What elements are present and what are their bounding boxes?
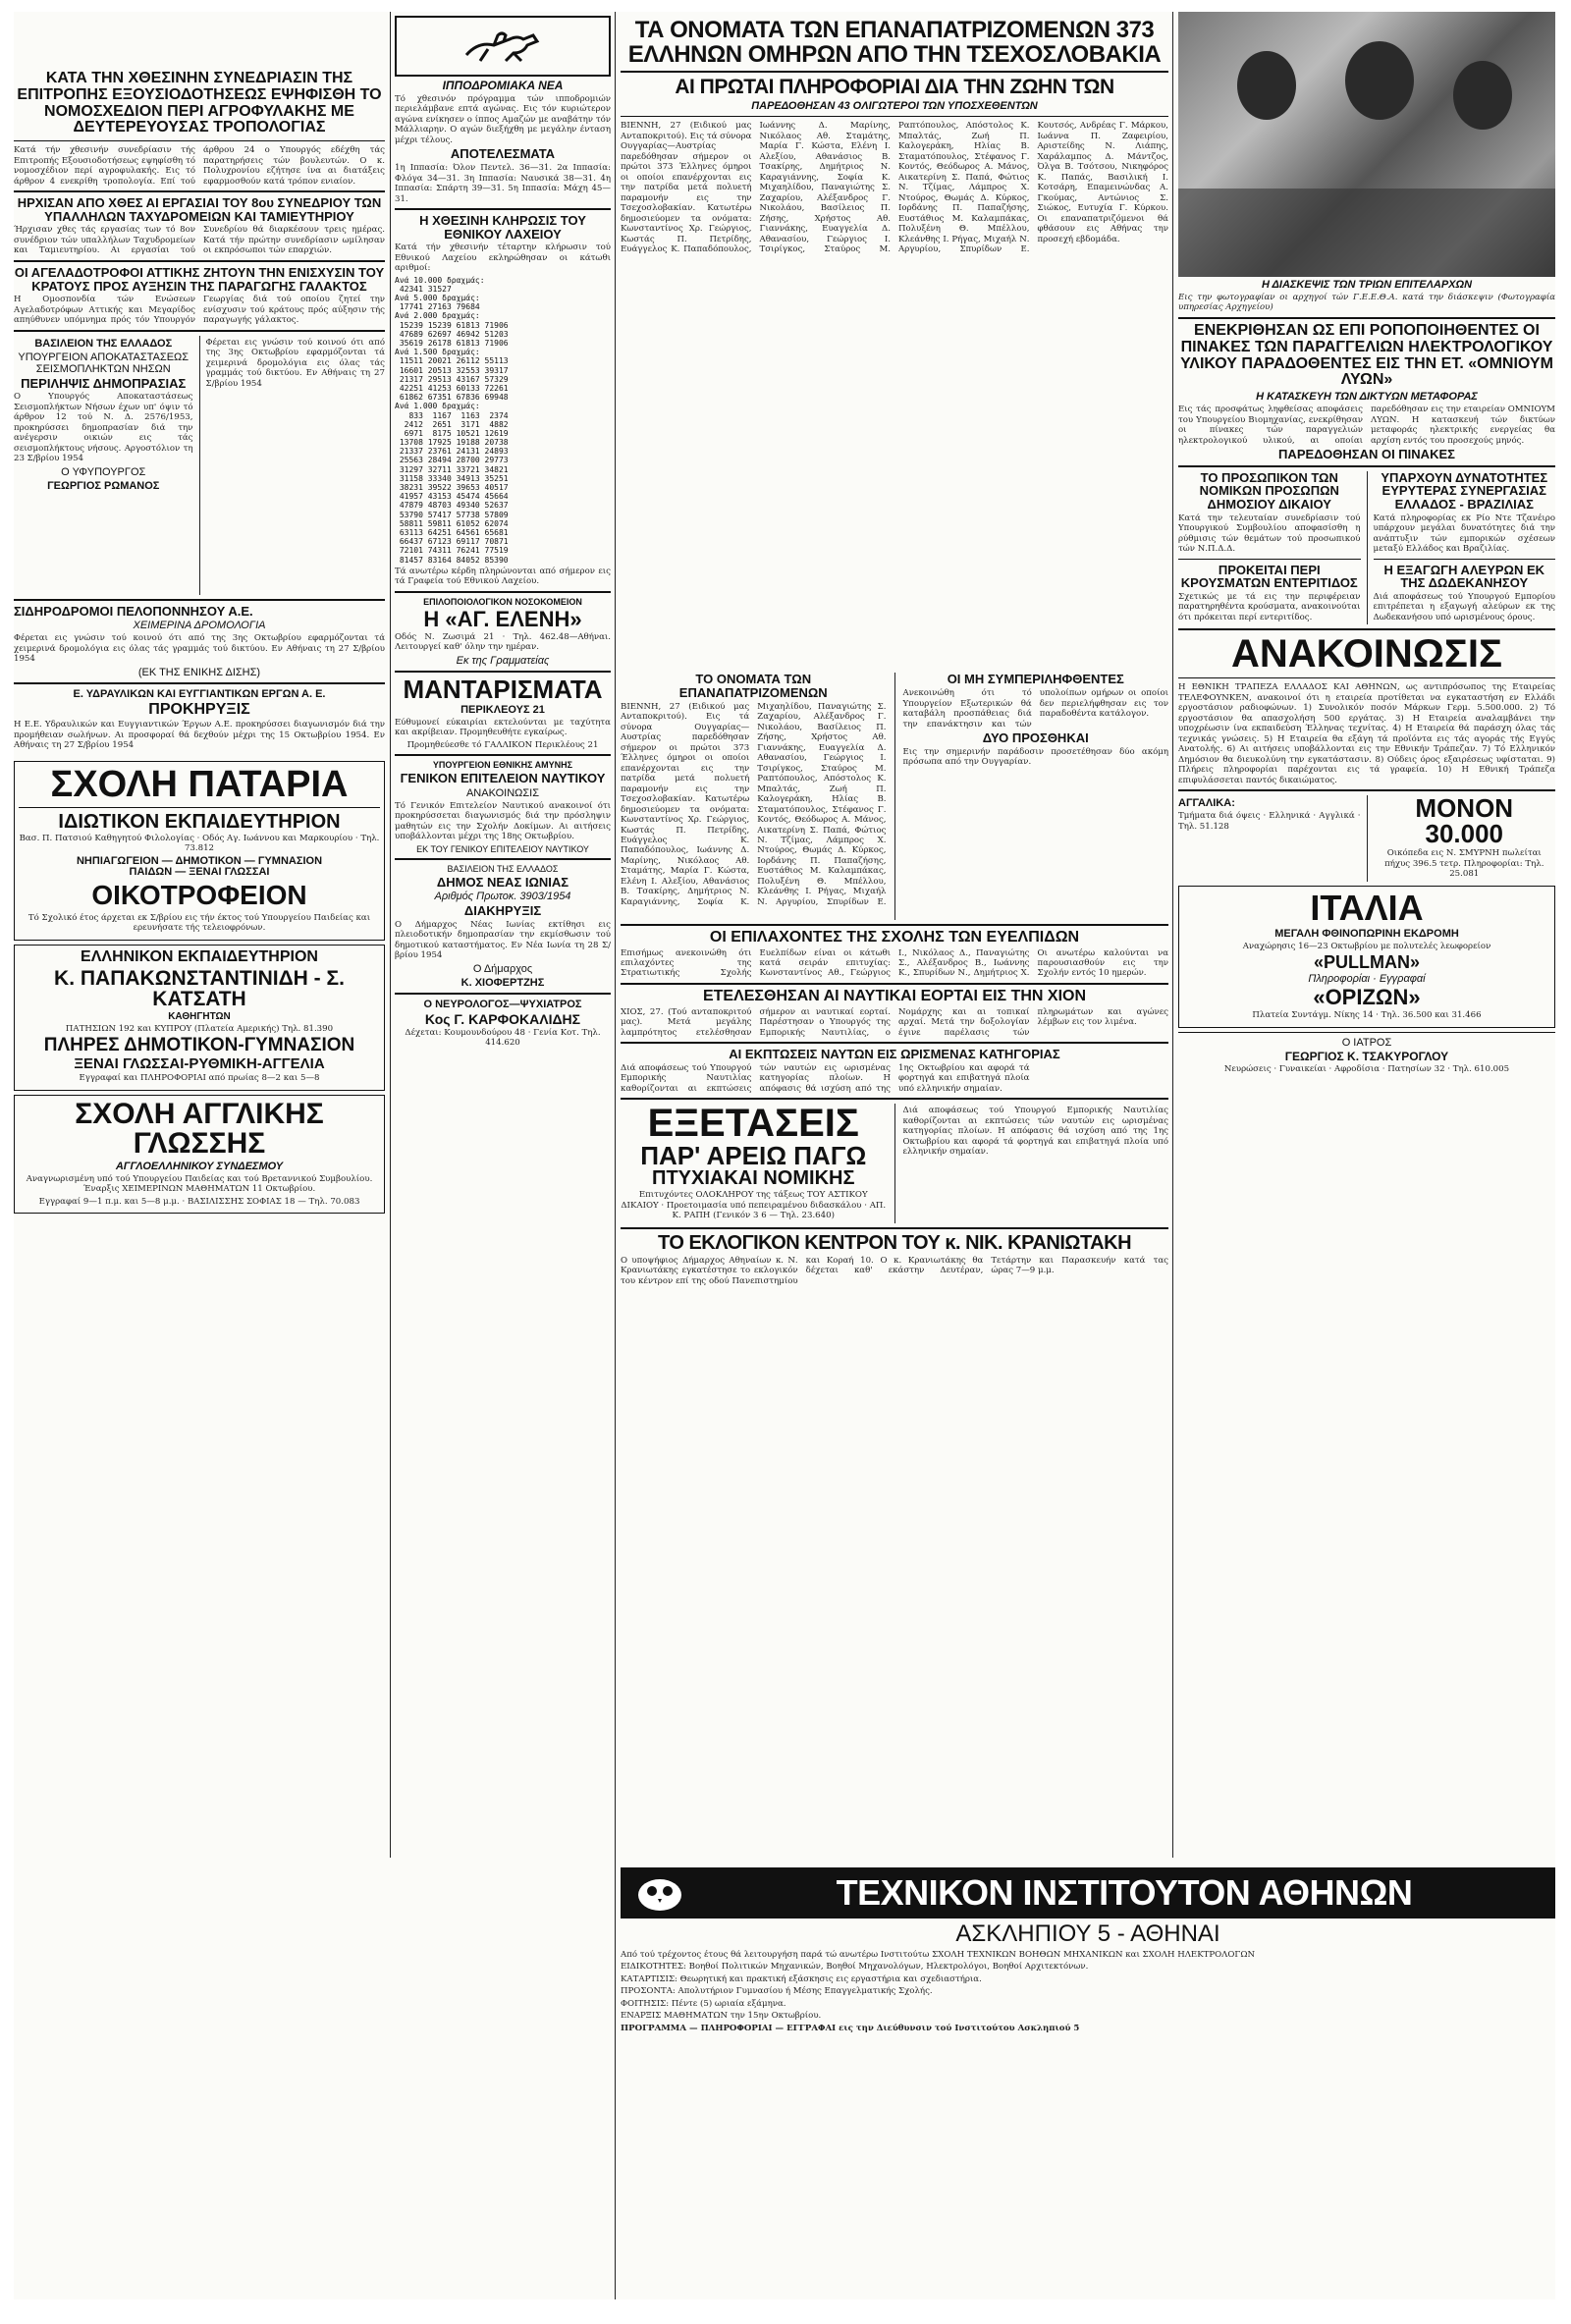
ad-line: ΝΗΠΙΑΓΩΓΕΙΟΝ — ΔΗΜΟΤΙΚΟΝ — ΓΥΜΝΑΣΙΟΝ [76, 854, 323, 867]
ad-foot: Προμηθεύεσθε τό ΓΑΛΛΙΚΟΝ Περικλέους 21 [406, 739, 599, 750]
article-body: Σχετικώς με τά εις την περιφέρειαν παρατηρηθέντα κρούσματα, ανακοινούται ότι πρόκειται περί εντεριτίδος. [1178, 591, 1361, 622]
headline: ΟΙ ΑΓΕΛΑΔΟΤΡΟΦΟΙ ΑΤΤΙΚΗΣ ΖΗΤΟΥΝ ΤΗΝ ΕΝΙΣΧΥΣΙΝ ΤΟΥ ΚΡΑΤΟΥΣ ΠΡΟΣ ΑΥΞΗΣΙΝ ΤΗΣ ΠΑΡΑΓΩΓΗΣ ΓΑΛΑΚΤΟΣ [14, 264, 385, 294]
ad-english-school [14, 1095, 385, 1214]
notice-body: Φέρεται εις γνώσιν τού κοινού ότι από της 3ης Οκτωβρίου εφαρμόζονται τά χειμερινά δρομολόγια εις όλας τάς γραμμάς τού δικτύου. Εν Αθήναις τη 27 Σ/βρίου 1954 [14, 633, 385, 665]
article-omnium [1178, 323, 1555, 461]
ad-body: Αναγνωρισμένη υπό τού Υπουργείου Παιδείας και τού Βρεταννικού Συμβουλίου. Έναρξις ΧΕΙΜΕΡΙΝΩΝ ΜΑΘΗΜΑΤΩΝ 11 Οκτωβρίου. [26, 1173, 373, 1195]
lottery-title: Η ΧΘΕΣΙΝΗ ΚΛΗΡΩΣΙΣ ΤΟΥ ΕΘΝΙΚΟΥ ΛΑΧΕΙΟΥ [419, 213, 586, 242]
notice-sign-name: ΓΕΩΡΓΙΟΣ ΡΩΜΑΝΟΣ [47, 479, 160, 492]
article-body: Ο υποψήφιος Δήμαρχος Αθηναίων κ. Ν. Κρανιωτάκης εγκατέστησε το εκλογικόν του κέντρον επί της οδού Πανεπιστημίου και Κοραή 10. Ο κ. Κρανιωτάκης θα δέχεται καθ' εκάστην Δευτέραν, Τετάρτην και Παρασκευήν κατά τας ώρας 7—9 μ.μ. [621, 1255, 1168, 1286]
announcement-telefunken [1178, 634, 1555, 785]
banner-line: ΚΑΤΑΡΤΙΣΙΣ: Θεωρητική και πρακτική εξάσκησις εις εργαστήρια και σχεδιαστήρια. [621, 1973, 982, 1984]
notice-body: Ο Δήμαρχος Νέας Ιωνίας εκτίθησι εις πλειοδοτικήν δημοπρασίαν την εκμίσθωσιν τού δημοτικού καταστήματος. Εν Νέα Ιωνία τη 28 Σ/βρίου 1954 [395, 919, 611, 961]
banner-technical-institute [621, 1867, 1555, 2035]
ad-title: ΜΟΝΟΝ 30.000 [1415, 793, 1514, 849]
names-list-body: ΒΙΕΝΝΗ, 27 (Ειδικού μας Ανταποκριτού). Εις τά σύνορα Ουγγαρίας—Αυστρίας παρεδόθησαν σήμερον οι πρώτοι 373 Έλληνες όμηροι οι οποίοι επανέρχονται εις την πατρίδα μετά πολυετή παραμονήν εις την Τσεχοσλοβακίαν. Κατωτέρω δημοσιεύομεν τα ονόματα: Κωνσταντίνος Χρ. Γεώργιος, Κωστάς Π. Πετρίδης, Ευάγγελος Κ. Παπαδόπουλος, Ιωάννης Δ. Μαρίνης, Νικόλαος Αθ. Σταμάτης, Μαρία Γ. Κώστα, Ελένη Ι. Αλεξίου, Αθανάσιος Β. Τσακίρης, Δημήτριος Ν. Καραγιάννης, Σοφία Κ. Μιχαηλίδου, Παναγιώτης Σ. Ζαχαρίου, Αλέξανδρος Γ. Νικολάου, Βασίλειος Π. Ζήσης, Χρήστος Αθ. Γιαννάκης, Ευαγγελία Δ. Αθανασίου, Γεώργιος Ι. Τσιρίγκος, Σταύρος Μ. Ραπτόπουλος, Απόστολος Κ. Μπαλτάς, Ζωή Π. Καλογεράκη, Ηλίας Β. Σταματόπουλος, Στέφανος Γ. Κοντός, Θεόδωρος Α. Μάνος, Αικατερίνη Σ. Παπά, Φώτιος Ν. Τζίμας, Λάμπρος Χ. Ντούρος, Θωμάς Δ. Κύρκος, Ιορδάνης Π. Παπαζήσης, Ευστάθιος Μ. Καλαμπάκας, Πολυξένη Θ. Μπέλλου, Κλεάνθης Ι. Ρήγας, Μιχαήλ Ν. Αργυρίου, Σπυρίδων Ε. [621, 701, 887, 907]
ad-name: Κος Γ. ΚΑΡΦΟΚΑΛΙΔΗΣ [424, 1010, 581, 1027]
notice-title: ΠΡΟΚΗΡΥΞΙΣ [148, 700, 250, 718]
notice-sign: ΕΚ ΤΟΥ ΓΕΝΙΚΟΥ ΕΠΙΤΕΛΕΙΟΥ ΝΑΥΤΙΚΟΥ [416, 843, 589, 854]
nea-ionia-notice [395, 864, 611, 989]
notice-sign-name: Κ. ΧΙΟΦΕΡΤΖΗΣ [460, 976, 545, 989]
notice-auction [14, 336, 193, 595]
ad-title: ΑΓΓΑΛΙΚΑ: [1178, 797, 1235, 810]
banner-line: Από τού τρέχοντος έτους θά λειτουργήση παρά τώ ανωτέρω Ινστιτούτω ΣΧΟΛΗ ΤΕΧΝΙΚΩΝ ΒΟΗΘΩΝ ΜΗΧΑΝΙΚΩΝ και ΣΧΟΛΗ ΗΛΕΚΤΡΟΛΟΓΩΝ [621, 1950, 1256, 1960]
photo-table [1178, 189, 1555, 277]
notice-title: ΔΗΜΟΣ ΝΕΑΣ ΙΩΝΙΑΣ [436, 874, 569, 890]
main-article-body: ΒΙΕΝΝΗ, 27 (Ειδικού μας Ανταποκριτού). Εις τά σύνορα Ουγγαρίας—Αυστρίας παρεδόθησαν σήμερον οι πρώτοι 373 Έλληνες όμηροι οι οποίοι επανέρχονται εις την πατρίδα μετά πολυετή παραμονήν εις την Τσεχοσλοβακίαν. Κατωτέρω δημοσιεύομεν τα ονόματα: Κωνσταντίνος Χρ. Γεώργιος, Κωστάς Π. Πετρίδης, Ευάγγελος Κ. Παπαδόπουλος, Ιωάννης Δ. Μαρίνης, Νικόλαος Αθ. Σταμάτης, Μαρία Γ. Κώστα, Ελένη Ι. Αλεξίου, Αθανάσιος Β. Τσακίρης, Δημήτριος Ν. Καραγιάννης, Σοφία Κ. Μιχαηλίδου, Παναγιώτης Σ. Ζαχαρίου, Αλέξανδρος Γ. Νικολάου, Βασίλειος Π. Ζήσης, Χρήστος Αθ. Γιαννάκης, Ευαγγελία Δ. Αθανασίου, Γεώργιος Ι. Τσιρίγκος, Σταύρος Μ. Ραπτόπουλος, Απόστολος Κ. Μπαλτάς, Ζωή Π. Καλογεράκη, Ηλίας Β. Σταματόπουλος, Στέφανος Γ. Κοντός, Θεόδωρος Α. Μάνος, Αικατερίνη Σ. Παπά, Φώτιος Ν. Τζίμας, Λάμπρος Χ. Ντούρος, Θωμάς Δ. Κύρκος, Ιορδάνης Π. Παπαζήσης, Ευστάθιος Μ. Καλαμπάκας, Πολυξένη Θ. Μπέλλου, Κλεάνθης Ι. Ρήγας, Μιχαήλ Ν. Αργυρίου, Σπυρίδων Ε. Κουτσός, Ανδρέας Γ. Μάρκου, Ιωάννα Π. Ζαφειρίου, Αριστείδης Ν. Λιάπης, Χαράλαμπος Δ. Μάντζος, Όλγα Β. Τσότσου, Νικηφόρος Κ. Παπάς, Βασιλική Ι. Κοτσάρη, Επαμεινώνδας Α. Γκούμας, Αντώνιος Σ. Σιώκος, Ευτυχία Γ. Κύρκου. Οι επαναπατριζόμενοι θά φθάσουν εις Αθήνας την προσεχή εβδομάδα. [621, 121, 1168, 255]
ad-sub: ΜΕΓΑΛΗ ΦΘΙΝΟΠΩΡΙΝΗ ΕΚΔΡΟΜΗ [1274, 927, 1459, 940]
racing-title: ΙΠΠΟΔΡΟΜΙΑΚΑ ΝΕΑ [442, 79, 564, 92]
ad-line: ΠΑΙΔΩΝ — ΞΕΝΑΙ ΓΛΩΣΣΑΙ [129, 865, 270, 878]
lottery-foot: Τά ανωτέρω κέρδη πληρώνονται από σήμερον εις τά Γραφεία τού Εθνικού Λαχείου. [395, 566, 611, 587]
lottery-intro: Κατά τήν χθεσινήν τέταρτην κλήρωσιν τού Εθνικού Λαχείου εκληρώθησαν οι κάτωθι αριθμοί: [395, 243, 611, 274]
article-body: Κατά πληροφορίας εκ Ρίο Ντε Τζανέιρο υπάρχουν μεγάλαι δυνατότητες διά την ανάπτυξιν τών εμπορικών σχέσεων μεταξύ Ελλάδος και Βραζιλίας. [1373, 513, 1555, 555]
notice-body: Φέρεται εις γνώσιν τού κοινού ότι από της 3ης Οκτωβρίου εφαρμόζονται τά χειμερινά δρομολόγια εις όλας τάς γραμμάς τού δικτύου. Εν Αθήναις τη 27 Σ/βρίου 1954 [205, 337, 385, 389]
main-deck: ΠΑΡΕΔΟΘΗΣΑΝ 43 ΟΛΙΓΩΤΕΡΟΙ ΤΩΝ ΥΠΟΣΧΕΘΕΝΤΩΝ [751, 100, 1038, 113]
article-postal-congress [14, 196, 385, 256]
results-title: ΑΠΟΤΕΛΕΣΜΑΤΑ [450, 146, 556, 162]
article-body: Διά αποφάσεως τού Υπουργού Εμπορίου επιτρέπεται η εξαγωγή αλεύρων εκ της Δωδεκανήσου υπό ωρισμένους όρους. [1373, 591, 1555, 622]
ad-title: ΣΧΟΛΗ ΠΑΤΑΡΙΑ [50, 763, 349, 805]
article-body: Εις τάς προσφάτως ληφθείσας αποφάσεις του Υπουργείου Βιομηχανίας, ενεκρίθησαν οι πίνακες τών παραγγελιών ηλεκτρολογικού υλικού, αι οποίαι παρεδόθησαν εις την εταιρείαν ΟΜΝΙΟΥΜ ΛΥΩΝ. Η κατασκευή τών δικτύων μεταφοράς ηλεκτρικής ενεργείας θα αρχίση εντός του προσεχούς μηνός. [1178, 405, 1555, 446]
headline: ΑΙ ΕΚΠΤΩΣΕΙΣ ΝΑΥΤΩΝ ΕΙΣ ΩΡΙΣΜΕΝΑΣ ΚΑΤΗΓΟΡΙΑΣ [729, 1047, 1060, 1062]
ad-title: Ο ΙΑΤΡΟΣ [1341, 1036, 1392, 1049]
banner-header [621, 1867, 1555, 1919]
subheadline: Η ΚΑΤΑΣΚΕΥΗ ΤΩΝ ΔΙΚΤΥΩΝ ΜΕΤΑΦΟΡΑΣ [1256, 391, 1478, 404]
notice-title: Η «ΑΓ. ΕΛΕΝΗ» [423, 606, 582, 631]
notice-title: ΓΕΝΙΚΟΝ ΕΠΙΤΕΛΕΙΟΝ ΝΑΥΤΙΚΟΥ [400, 771, 606, 786]
ad-neurologist [395, 999, 611, 1049]
article-chios [621, 989, 1168, 1038]
sailors-continuation [903, 1104, 1169, 1222]
ad-body: Τμήματα διά όψεις · Ελληνικά · Αγγλικά · Τηλ. 51.128 [1178, 811, 1361, 832]
notice-sign: Εκ της Γραμματείας [456, 654, 550, 667]
notice-sign: Ο ΥΦΥΠΟΥΡΓΟΣ [61, 465, 146, 478]
article-body: Διά αποφάσεως τού Υπουργού Εμπορικής Ναυτιλίας καθορίζονται αι εκπτώσεις τών ναυτών εις ωρισμένας κατηγορίας πλοίων. Η απόφασις θά ισχύση από της 1ης Οκτωβρίου και αφορά τά φορτηγά και επιβατηγά πλοία υπό ελληνικήν σημαίαν. [621, 1062, 1030, 1094]
ad-papakonstantinidi-school [14, 945, 385, 1091]
ad-title: ΜΑΝΤΑΡΙΣΜΑΤΑ [403, 674, 603, 704]
notice-sub: ΑΝΑΚΟΙΝΩΣΙΣ [465, 786, 540, 799]
racing-body: Τό χθεσινόν πρόγραμμα τών ιπποδρομιών περιελάμβανε επτά αγώνας. Εις τόν κυριώτερον αγώνα ενίκησεν ο ίππος Αμαζών με αναβάτην τόν Μάλλιαρην. Ο αγών διεξήχθη με μεγάλην ένταση μέχρι τέλους. [395, 94, 611, 145]
announcement-title: ΑΝΑΚΟΙΝΩΣΙΣ [1230, 632, 1502, 676]
excluded-body: Ανεκοινώθη ότι τό Υπουργείον Εξωτερικών θά καταβάλη προσπάθειας διά την επανάκτησιν και τών υπολοίπων ομήρων οι οποίοι δεν περιελήφθησαν εις τον παραδοθέντα κατάλογον. [902, 688, 1168, 730]
notice-head: ΥΠΟΥΡΓΕΙΟΝ ΕΘΝΙΚΗΣ ΑΜΥΝΗΣ [432, 760, 573, 771]
article-sailors [621, 1048, 1168, 1094]
ad-foot: Εγγραφαί και ΠΛΗΡΟΦΟΡΙΑΙ από πρωίας 8—2 και 5—8 [79, 1073, 320, 1084]
ad-doctor [1178, 1037, 1555, 1074]
notice-sign: Ο Δήμαρχος [472, 962, 533, 975]
ad-body: Βασ. Π. Πατσιού Καθηγητού Φιλολογίας · Οδός Αγ. Ιωάννου και Μαρκουρίου · Τηλ. 73.812 [19, 833, 380, 854]
ad-italy-tour [1178, 886, 1555, 1028]
banner-title: ΤΕΧΝΙΚΟΝ ΙΝΣΤΙΤΟΥΤΟΝ ΑΘΗΝΩΝ [836, 1872, 1413, 1913]
article-body: Ήρχισαν χθες τάς εργασίας των τό 8ον συνέδριον τών υπαλλήλων Ταχυδρομείων και Ταμιευτηρίου. Αι εργασίαι τού Συνεδρίου θά διαρκέσουν τρεις ημέρας. Κατά τήν πρώτην συνεδρίασιν ωμίλησαν οι εκπρόσωποι τών επαρχιών. [14, 225, 385, 256]
photo-figure [1237, 51, 1296, 120]
notice-hydraulic [14, 688, 385, 751]
photo-subcaption: Εις την φωτογραφίαν οι αρχηγοί τών Γ.Ε.Ε.Θ.Α. κατά την διάσκεψιν (Φωτογραφία υπηρεσίας Αρχηγείου) [1178, 293, 1555, 313]
ad-title: ΣΧΟΛΗ ΑΓΓΛΙΚΗΣ ΓΛΩΣΣΗΣ [75, 1097, 324, 1160]
results-body: 1η Ιππασία: Όλον Πεντελ. 36—31. 2α Ιππασία: Φλόγα 34—31. 3η Ιππασία: Ναυσικά 38—31. 4η Ιππασία: Σπάρτη 39—31. 5η Ιππασία: Μάχη 45—31. [395, 163, 611, 204]
photo-caption: Η ΔΙΑΣΚΕΨΙΣ ΤΩΝ ΤΡΙΩΝ ΕΠΙΤΕΛΑΡΧΩΝ [1261, 279, 1473, 291]
banner-line: ΠΡΟΣΟΝΤΑ: Απολυτήριον Γυμνασίου ή Μέσης Επαγγελματικής Σχολής. [621, 1986, 933, 1997]
banner-line: ΠΡΟΓΡΑΜΜΑ — ΠΛΗΡΟΦΟΡΙΑΙ — ΕΓΓΡΑΦΑΙ εις την Διεύθυνσιν τού Ινστιτούτου Ασκληπιού 5 [621, 2023, 1080, 2033]
article-body: Κατά την τελευταίαν συνεδρίασιν τού Υπουργικού Συμβουλίου αποφασίσθη η ρύθμισις τών θεμάτων τού προσωπικού τών Ν.Π.Δ.Δ. [1178, 513, 1361, 555]
newspaper-page [14, 12, 1555, 2299]
column-left [14, 12, 385, 1858]
ad-title: ΙΤΑΛΙΑ [1310, 887, 1424, 928]
headline: ΤΟ ΠΡΟΣΩΠΙΚΟΝ ΤΩΝ ΝΟΜΙΚΩΝ ΠΡΟΣΩΠΩΝ ΔΗΜΟΣΙΟΥ ΔΙΚΑΙΟΥ [1199, 469, 1339, 513]
notice-body: Ο Υπουργός Αποκαταστάσεως Σεισμοπλήκτων Νήσων έχων υπ' όψιν τό άρθρον 12 τού Ν. Δ. 2576/1953, προκηρύσσει δημοπρασίαν διά την ανέγερσιν οικιών εις τάς σεισμοπλήκτους νήσους. Αργοστόλιον τη 23 Σ/βρίου 1954 [14, 392, 193, 464]
hospital-notice [395, 597, 611, 667]
headline: ΥΠΑΡΧΟΥΝ ΔΥΝΑΤΟΤΗΤΕΣ ΕΥΡΥΤΕΡΑΣ ΣΥΝΕΡΓΑΣΙΑΣ ΕΛΛΑΔΟΣ - ΒΡΑΖΙΛΙΑΣ [1381, 469, 1548, 513]
notice-sign: (ΕΚ ΤΗΣ ΕΝΙΚΗΣ ΔΙΣΗΣ) [137, 666, 261, 678]
column-right [1178, 12, 1555, 1858]
article-body: Διά αποφάσεως τού Υπουργού Εμπορικής Ναυτιλίας καθορίζονται αι εκπτώσεις τών ναυτών εις ωρισμένας κατηγορίας πλοίων. Η απόφασις θά ισχύση από της 1ης Οκτωβρίου και αφορά τά φορτηγά και επιβατηγά πλοία υπό ελληνικήν σημαίαν. [902, 1106, 1168, 1158]
lottery-numbers: Ανά 10.000 δραχμάς: 42341 31527 Ανά 5.000 δραχμάς: 17741 27163 79684 Ανά 2.000 δραχμάς: 15239 15239 61813 71906 47689 62697 46942 51203 35619 26178 61813 71906 Ανά 1.500 δραχμάς: 11511 20021 26112 55113 16601 20513 32553 39317 21317 29513 43167 57329 42251 41253 60133 72261 61862 67351 67836 69948 Ανά 1.000 δραχμάς: 833 1167 1163 2374 2412 2651 3171 4882 6971 8175 10521 12619 13708 17925 19188 20738 21337 23761 24131 24893 25563 28494 28700 29773 31297 32711 33721 34821 31158 33340 34913 35251 38231 39522 39653 40517 41957 43153 45474 45664 47879 48703 49340 52637 53790 57417 57738 57809 58811 59811 61052 62074 63113 64251 64561 65681 66437 67123 69117 70871 72101 74311 76241 77519 81457 83164 84052 85390 [395, 275, 509, 565]
notice-title: ΠΕΡΙΛΗΨΙΣ ΔΗΜΟΠΡΑΣΙΑΣ [21, 375, 187, 391]
ad-sub: ΠΑΡ' ΑΡΕΙΩ ΠΑΓΩ [640, 1141, 867, 1171]
ad-body: Αναχώρησις 16—23 Οκτωβρίου με πολυτελές λεωφορείον [1242, 941, 1491, 951]
ad-body: Δέχεται: Κουμουνδούρου 48 · Γενία Κοτ. Τηλ. 414.620 [405, 1027, 601, 1049]
headline: ΕΝΕΚΡΙΘΗΣΑΝ ΩΣ ΕΠΙ ΡΟΠΟΠΟΙΗΘΕΝΤΕΣ ΟΙ ΠΙΝΑΚΕΣ ΤΩΝ ΠΑΡΑΓΓΕΛΙΩΝ ΗΛΕΚΤΡΟΛΟΓΙΚΟΥ ΥΛΙΚΟΥ ΠΑΡΑΔΟΘΕΝΤΕΣ ΕΙΣ ΤΗΝ ΕΤ. «ΟΜΝΙΟΥΜ ΛΥΩΝ» [1180, 321, 1553, 389]
notice-body: Τό Γενικόν Επιτελείον Ναυτικού ανακοινοί ότι προκηρύσσεται διαγωνισμός διά την πρόσληψιν μαθητών εις την Σχολήν Δοκίμων. Αι αιτήσεις υποβάλλονται μέχρι της 18ης Οκτωβρίου. [395, 800, 611, 842]
ad-line: ΠΛΗΡΕΣ ΔΗΜΟΤΙΚΟΝ-ΓΥΜΝΑΣΙΟΝ [43, 1035, 355, 1056]
article-kraniotakis [621, 1233, 1168, 1286]
racing-masthead [395, 16, 611, 77]
ad-name: ΓΕΩΡΓΙΟΣ Κ. ΤΣΑΚΥΡΟΓΛΟΥ [1284, 1049, 1449, 1063]
ad-line: ΞΕΝΑΙ ΓΛΩΣΣΑΙ-ΡΥΘΜΙΚΗ-ΑΓΓΕΛΙΑ [74, 1055, 325, 1073]
article-agrofylaki [14, 71, 385, 187]
ad-big-text: ΟΙΚΟΤΡΟΦΕΙΟΝ [91, 879, 307, 910]
notice-org: ΥΠΟΥΡΓΕΙΟΝ ΑΠΟΚΑΤΑΣΤΑΣΕΩΣ ΣΕΙΣΜΟΠΛΗΚΤΩΝ ΝΗΣΩΝ [18, 351, 190, 375]
main-subheadline: ΑΙ ΠΡΩΤΑΙ ΠΛΗΡΟΦΟΡΙΑΙ ΔΙΑ ΤΗΝ ΖΩΗΝ ΤΩΝ [675, 76, 1114, 99]
ad-exams [621, 1104, 887, 1222]
ad-org: «ΟΡΙΖΩΝ» [1313, 985, 1421, 1010]
photo-chiefs-of-staff [1178, 12, 1555, 277]
navy-notice [395, 760, 611, 854]
headline: ΕΤΕΛΕΣΘΗΣΑΝ ΑΙ ΝΑΥΤΙΚΑΙ ΕΟΡΤΑΙ ΕΙΣ ΤΗΝ ΧΙΟΝ [702, 987, 1087, 1004]
subheadline: ΠΑΡΕΔΟΘΗΣΑΝ ΟΙ ΠΙΝΑΚΕΣ [1278, 447, 1455, 462]
announcement-body: Η ΕΘΝΙΚΗ ΤΡΑΠΕΖΑ ΕΛΛΑΔΟΣ ΚΑΙ ΑΘΗΝΩΝ, ως αντιπρόσωπος της Εταιρείας ΤΕΛΕΦΟΥΝΚΕΝ, ανακοινοί ότι η εταιρεία προτίθεται να εγκαταστήση εν Ελλάδι εργοστάσιον ραδιοφώνων. 1) Συνολικόν ποσόν Μάρκων Γερμ. 5.500.000. 2) Τό εργοστάσιον θα απασχολήση 500 εργάτας. 3) Η Εταιρεία αναλαμβάνει την υποχρέωσιν ίνα εκπαιδεύση Έλληνας τεχνίτας. 4) Η Εταιρεία θά παράσχη όλας τάς τεχνικάς γνώσεις. 5) Η Εταιρεία θα εξάγη τά προϊόντα εις τάς αγοράς τής Εγγύς Ανατολής. 6) Αι αιτήσεις υποβάλλονται εις την Εθνικήν Τράπεζαν. 7) Τό Ελληνικόν Δημόσιον θα διευκολύνη την εγκατάστασιν. 8) Ούδεις όρος εξαιρέσεως υφίσταται. 9) Πλήρεις πληροφορίαι παρέχονται εις τά γραφεία. 10) Η Εθνική Τράπεζα επιφυλάσσεται παντός δικαιώματος. [1178, 682, 1555, 785]
notice-head: Ε. ΥΔΡΑΥΛΙΚΩΝ ΚΑΙ ΕΥΓΓΙΑΝΤΙΚΩΝ ΕΡΓΩΝ Α. Ε. [73, 687, 326, 700]
ad-body: Νευρώσεις · Γυναικείαι · Αφροδίσια · Πατησίων 32 · Τηλ. 610.005 [1223, 1063, 1510, 1074]
headline: ΚΑΤΑ ΤΗΝ ΧΘΕΣΙΝΗΝ ΣΥΝΕΔΡΙΑΣΙΝ ΤΗΣ ΕΠΙΤΡΟΠΗΣ ΕΞΟΥΣΙΟΔΟΤΗΣΕΩΣ ΕΨΗΦΙΣΘΗ ΤΟ ΝΟΜΟΣΧΕΔΙΟΝ ΠΕΡΙ ΑΓΡΟΦΥΛΑΚΗΣ ΜΕ ΔΕΥΤΕΡΕΥΟΥΣΑΣ ΤΡΟΠΟΛΟΓΙΑΣ [17, 70, 382, 136]
excluded-title: ΟΙ ΜΗ ΣΥΜΠΕΡΙΛΗΦΘΕΝΤΕΣ [947, 672, 1124, 687]
main-headline: ΤΑ ΟΝΟΜΑΤΑ ΤΩΝ ΕΠΑΝΑΠΑΤΡΙΖΟΜΕΝΩΝ 373 ΕΛΛΗΝΩΝ ΟΜΗΡΩΝ ΑΠΟ ΤΗΝ ΤΣΕΧΟΣΛΟΒΑΚΙΑ [627, 17, 1162, 69]
column-rule [390, 12, 391, 1858]
ad-title: ΕΛΛΗΝΙΚΟΝ ΕΚΠΑΙΔΕΥΤΗΡΙΟΝ [81, 947, 318, 965]
article-body: Κατά τήν χθεσινήν συνεδρίασιν τής Επιτροπής Εξουσιοδοτήσεως εψηφίσθη τό νομοσχέδιον περί αγροφυλακής. Εις τό άρθρον 4 ενεκρίθη τροπολογία. Επί τού άρθρου 24 ο Υπουργός εδέχθη τάς παρατηρήσεις τών βουλευτών. Ο κ. Πολυχρονίου εζήτησε ίνα αι διατάξεις εφαρμοσθούν κατά τρόπον ενιαίον. [14, 145, 385, 187]
headline: ΠΡΟΚΕΙΤΑΙ ΠΕΡΙ ΚΡΟΥΣΜΑΤΩΝ ΕΝΤΕΡΙΤΙΔΟΣ [1180, 562, 1358, 591]
ad-pataria-school [14, 761, 385, 941]
article-body: Επισήμως ανεκοινώθη ότι επιλαχόντες της Στρατιωτικής Σχολής Ευελπίδων είναι οι κάτωθι κατά σειράν επιτυχίας: Κωνσταντίνος Αθ., Γεώργιος Ι., Νικόλαος Δ., Παναγιώτης Σ., Αλέξανδρος Β., Ιωάννης Κ., Σπυρίδων Ν., Δημήτριος Χ. Οι ανωτέρω καλούνται να παρουσιασθούν εις την Σχολήν εντός 10 ημερών. [621, 947, 1168, 979]
ad-sub: ΠΕΡΙΚΛΕΟΥΣ 21 [460, 703, 545, 716]
ad-title: Ο ΝΕΥΡΟΛΟΓΟΣ—ΨΥΧΙΑΤΡΟΣ [423, 998, 582, 1010]
ad-sub2: ΠΤΥΧΙΑΚΑΙ ΝΟΜΙΚΗΣ [652, 1167, 855, 1190]
notice-railways [14, 605, 385, 678]
notice-placeholder [206, 336, 386, 595]
horse-rider-icon [459, 27, 547, 65]
column-rule [1172, 12, 1173, 1858]
additions-title: ΔΥΟ ΠΡΟΣΘΗΚΑΙ [982, 730, 1089, 745]
additions-body: Εις την σημερινήν παράδοσιν προσετέθησαν δύο ακόμη πρόσωπα από την Ουγγαρίαν. [902, 746, 1168, 768]
photo-figure [1453, 61, 1512, 130]
headline: ΗΡΧΙΣΑΝ ΑΠΟ ΧΘΕΣ ΑΙ ΕΡΓΑΣΙΑΙ ΤΟΥ 8ου ΣΥΝΕΔΡΙΟΥ ΤΩΝ ΥΠΑΛΛΗΛΩΝ ΤΑΧΥΔΡΟΜΕΙΩΝ ΚΑΙ ΤΑΜΙΕΥΤΗΡΙΟΥ [17, 195, 382, 224]
banner-line: ΦΟΙΤΗΣΙΣ: Πέντε (5) ωριαία εξάμηνα. [621, 1998, 786, 2009]
ad-big-text: Κ. ΠΑΠΑΚΩΝΣΤΑΝΤΙΝΙΔΗ - Σ. ΚΑΤΣΑΤΗ [54, 966, 345, 1010]
ad-sub: ΚΑΘΗΓΗΤΩΝ [168, 1010, 231, 1022]
ad-title: ΕΞΕΤΑΣΕΙΣ [647, 1102, 859, 1146]
headline: ΤΟ ΕΚΛΟΓΙΚΟΝ ΚΕΝΤΡΟΝ ΤΟΥ κ. ΝΙΚ. ΚΡΑΝΙΩΤΑΚΗ [657, 1231, 1132, 1254]
banner-line: ΕΝΑΡΞΙΣ ΜΑΘΗΜΑΤΩΝ την 15ην Οκτωβρίου. [621, 2011, 822, 2022]
ad-addr: ΠΑΤΗΣΙΩΝ 192 και ΚΥΠΡΟΥ (Πλατεία Αμερικής) Τηλ. 81.390 [65, 1023, 334, 1034]
ad-sub: ΙΔΙΩΤΙΚΟΝ ΕΚΠΑΙΔΕΥΤΗΡΙΟΝ [58, 810, 341, 833]
ad-foot: Τό Σχολικό έτος άρχεται εκ Σ/βρίου εις τήν έκτος τού Υπουργείου Παιδείας και ερευνήσατε τής τελειοφρόνων. [27, 912, 371, 934]
notice-head: ΒΑΣΙΛΕΙΟΝ ΤΗΣ ΕΛΛΑΔΟΣ [447, 863, 559, 874]
banner-line: ΕΙΔΙΚΟΤΗΤΕΣ: Βοηθοί Πολιτικών Μηχανικών, Βοηθοί Μηχανολόγων, Ηλεκτρολόγοι, Βοηθοί Αρχιτεκτόνων. [621, 1962, 1089, 1973]
notice-head: ΒΑΣΙΛΕΙΟΝ ΤΗΣ ΕΛΛΑΔΟΣ [34, 337, 173, 350]
article-body: Η Ομοσπονδία τών Ενώσεων Αγελαδοτρόφων Αττικής και Μεγαρίδος απηύθυνεν υπόμνημα πρός τόν Υπουργόν Γεωργίας διά τού οποίου ζητεί την ενίσχυσιν τού κράτους πρός αύξησιν τής παραγωγής γάλακτος. [14, 295, 385, 326]
ad-brand: «PULLMAN» [1313, 952, 1420, 973]
ad-body: Οικόπεδα εις Ν. ΣΜΥΡΝΗ πωλείται πήχυς 396.5 τετρ. Πληροφορίαι: Τηλ. 25.081 [1384, 848, 1544, 880]
ad-foot: Εγγραφαί 9—1 π.μ. και 5—8 μ.μ. · ΒΑΣΙΛΙΣΣΗΣ ΣΟΦΙΑΣ 18 — Τηλ. 70.083 [38, 1196, 360, 1207]
ad-price [1374, 795, 1556, 881]
ad-body: Επιτυχόντες ΟΛΟΚΛΗΡΟΥ της τάξεως ΤΟΥ ΑΣΤΙΚΟΥ ΔΙΚΑΙΟΥ · Προετοιμασία υπό πεπειραμένου διδασκάλου · ΑΠ. Κ. ΡΑΠΗ (Γενικόν 3 6 — Τηλ. 23.640) [621, 1190, 887, 1221]
article-milk-producers [14, 266, 385, 326]
photo-figure [1345, 41, 1414, 120]
ad-info: Πληροφορίαι · Εγγραφαί [1308, 973, 1426, 986]
notice-sub: ΧΕΙΜΕΡΙΝΑ ΔΡΟΜΟΛΟΓΙΑ [133, 620, 266, 632]
article-body: ΧΙΟΣ, 27. (Τού ανταποκριτού μας). Μετά μεγάλης λαμπρότητος ετελέσθησαν σήμερον αι ναυτικαί εορταί. Παρέστησαν ο Υπουργός της Εμπορικής Ναυτιλίας, ο Νομάρχης και αι τοπικαί αρχαί. Μετά την δοξολογίαν έγινε παρέλασις τών πληρωμάτων και αγώνες λέμβων εις τον λιμένα. [621, 1006, 1168, 1038]
notice-sub: ΔΙΑΚΗΡΥΞΙΣ [463, 903, 542, 919]
notice-head: ΕΠΙΛΟΠΟΙΟΛΟΓΙΚΟΝ ΝΟΣΟΚΟΜΕΙΟΝ [423, 596, 582, 607]
owl-emblem-icon [630, 1873, 689, 1913]
column-middle-left [395, 12, 611, 1858]
article-evelpides [621, 930, 1168, 979]
notice-body: Οδός Ν. Ζωσιμά 21 · Τηλ. 462.48—Αθήναι. Λειτουργεί καθ' όλην την ημέραν. [395, 631, 611, 653]
names-list-title: ΤΟ ΟΝΟΜΑΤΑ ΤΩΝ ΕΠΑΝΑΠΑΤΡΙΖΟΜΕΝΩΝ [678, 672, 828, 701]
column-center [621, 12, 1168, 1858]
banner-address: ΑΣΚΛΗΠΙΟΥ 5 - ΑΘΗΝΑΙ [955, 1920, 1220, 1947]
ad-addr: Πλατεία Συντάγμ. Νίκης 14 · Τηλ. 36.500 και 31.466 [1252, 1010, 1482, 1021]
notice-num: Αριθμός Πρωτοκ. 3903/1954 [434, 891, 571, 903]
headline: ΟΙ ΕΠΙΛΑΧΟΝΤΕΣ ΤΗΣ ΣΧΟΛΗΣ ΤΩΝ ΕΥΕΛΠΙΔΩΝ [709, 928, 1080, 946]
ad-mandarismata [395, 676, 611, 750]
column-rule [615, 12, 616, 2299]
notice-body: Η Ε.Ε. Υδραυλικών και Ευγγιαντικών Έργων Α.Ε. προκηρύσσει διαγωνισμόν διά την προμήθειαν σωλήνων. Αι προσφοραί θά δεχθούν μέχρι της 15 Οκτωβρίου 1954. Εν Αθήναις τη 27 Σ/βρίου 1954 [14, 720, 385, 751]
ad-sub: ΑΓΓΛΟΕΛΛΗΝΙΚΟΥ ΣΥΝΔΕΣΜΟΥ [115, 1160, 284, 1172]
headline: Η ΕΞΑΓΩΓΗ ΑΛΕΥΡΩΝ ΕΚ ΤΗΣ ΔΩΔΕΚΑΝΗΣΟΥ [1383, 562, 1545, 591]
notice-title: ΣΙΔΗΡΟΔΡΟΜΟΙ ΠΕΛΟΠΟΝΝΗΣΟΥ Α.Ε. [14, 603, 253, 619]
ad-body: Εύθυμονεί εύκαιρίαι εκτελούνται με ταχύτητα και ακρίβειαν. Προμηθευθήτε εγκαίρως. [395, 717, 611, 738]
